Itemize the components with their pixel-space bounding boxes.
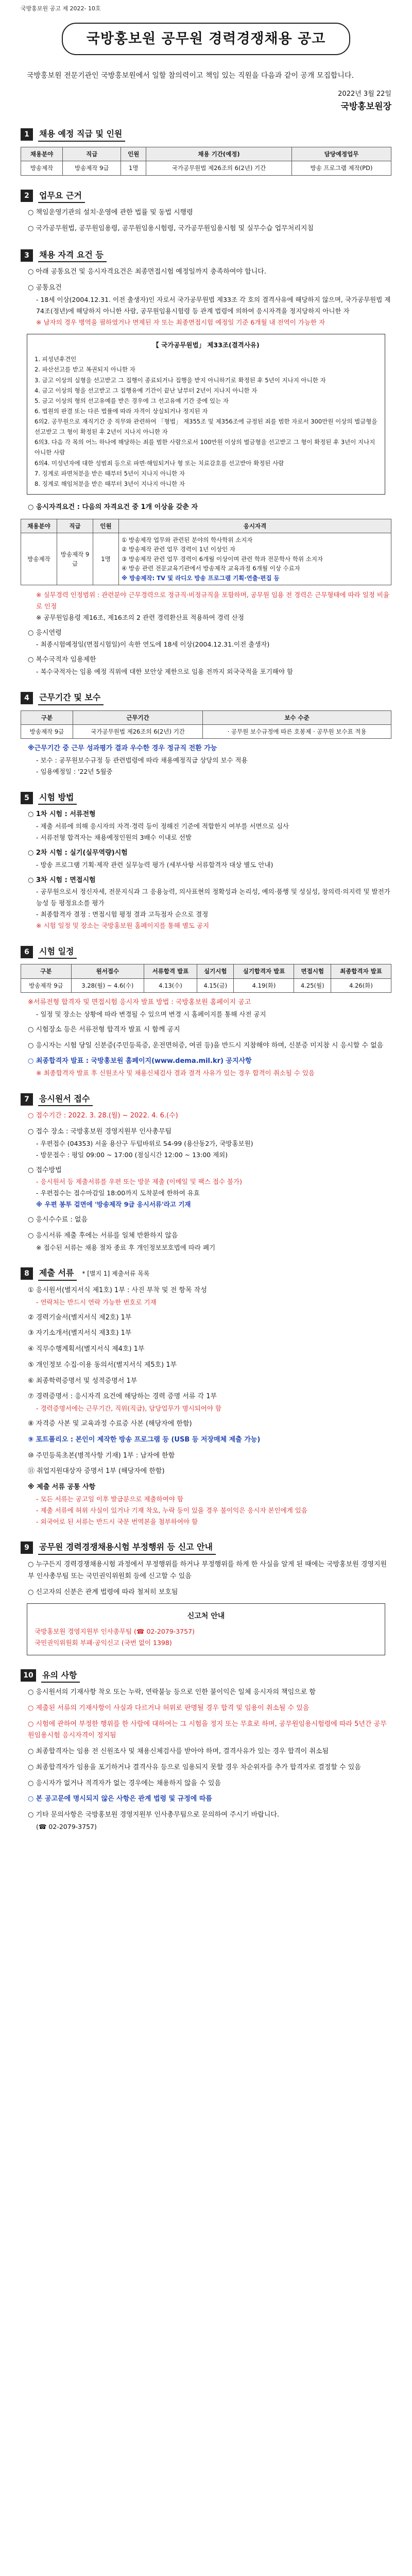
section-title: 시험 일정 (38, 945, 77, 959)
table-header: 실기합격자 발표 (234, 964, 294, 978)
list-item: - 최종합격자 결정 : 면접시험 평정 결과 고득점자 순으로 결정 (36, 910, 209, 919)
list-item: ○ 최종합격자 발표 : 국방홍보원 홈페이지(www.dema.mil.kr) 공지사항 (28, 1057, 252, 1065)
table-row (21, 978, 391, 992)
list-item: ⑨ 포트폴리오 : 본인이 제작한 방송 프로그램 등 (USB 등 저장매체 제출 가능) (28, 1435, 261, 1444)
section-number: 7 (21, 1093, 33, 1106)
list-item: - 모든 서류는 공고일 이후 발급분으로 제출하여야 함 (36, 1495, 183, 1503)
section-4-header (21, 691, 391, 705)
section-10-header (21, 1669, 391, 1683)
list-item: - 우편접수 (04353) 서울 용산구 두텁바위로 54-99 (용산동2가, 국방홍보원) (36, 1139, 253, 1147)
table-cell: 방송제작 9급 (21, 724, 73, 738)
section-title: 채용 예정 직급 및 인원 (38, 127, 125, 142)
section-number: 1 (21, 128, 33, 141)
table-header: 인원 (121, 147, 146, 161)
list-item: ○ 응시자격요건 : 다음의 자격요건 중 1개 이상을 갖춘 자 (28, 503, 198, 511)
section-7-header (21, 1092, 391, 1107)
list-item: - 서류전형 합격자는 채용예정인원의 3배수 이내로 선발 (36, 834, 192, 842)
table-cell: 방송 프로그램 제작(PD) (292, 161, 391, 175)
section-title: 시험 방법 (38, 791, 77, 805)
list-item: - 최종시험예정일(면접시험일)이 속한 연도에 18세 이상(2004.12.31.이전 출생자) (36, 640, 270, 649)
section-number: 9 (21, 1541, 33, 1554)
table-row (21, 724, 391, 738)
list-item: - 임용예정일 : '22년 5월중 (36, 767, 113, 775)
list-item: ○ 2차 시험 : 실기(실무역량)시험 (28, 849, 128, 857)
list-item: ○ 1차 시험 : 서류전형 (28, 810, 96, 819)
list-item: - 복수국적자는 임용 예정 직위에 대한 보안상 제한으로 임용 전까지 외국국적을 포기해야 함 (36, 668, 293, 676)
list-item: - 방문접수 : 평일 09:00 ~ 17:00 (점심시간 12:00 ~ 13:00 제외) (36, 1150, 228, 1159)
list-item: ○ 본 공고문에 명시되지 않은 사항은 관계 법령 및 규정에 따름 (28, 1795, 212, 1803)
list-item: ※ 실무경력 인정범위 : 관련분야 근무경력으로 정규직·비정규직을 포함하며, 공무원 임용 전 경력은 근무형태에 따라 일정 비율로 인정 (36, 591, 389, 610)
list-item: ○ 3차 시험 : 면접시험 (28, 876, 96, 884)
section-6-header (21, 945, 391, 959)
section-title: 유의 사항 (41, 1669, 80, 1683)
recruit-table (21, 147, 391, 176)
table-cell: 방송제작 (21, 161, 63, 175)
section-number: 4 (21, 692, 33, 704)
table-header: 인원 (93, 519, 119, 533)
table-row (21, 161, 391, 175)
list-item: ※ 접수된 서류는 채용 절차 종료 후 개인정보보호법에 따라 폐기 (36, 1243, 216, 1251)
table-header: 보수 수준 (203, 710, 391, 724)
table-cell: 방송제작 (21, 533, 57, 585)
section-number: 5 (21, 792, 33, 804)
list-item: ○ 공통요건 (28, 284, 62, 292)
table-cell: 방송제작 9급 (21, 978, 72, 992)
notice-number: 국방홍보원 공고 제 2022- 10호 (21, 5, 101, 12)
section-title: 응시원서 접수 (38, 1092, 93, 1107)
table-cell: 국가공무원법 제26조의 6(2년) 기간 (73, 724, 203, 738)
list-item: ○ 응시서류 제출 후에는 서류를 일체 반환하지 않음 (28, 1231, 178, 1240)
schedule-table (21, 964, 391, 993)
box-line: 6의2. 공무원으로 재직기간 중 직무와 관련하여 「형법」 제355조 및 제356조에 규정된 죄를 범한 자로서 300만원 이상의 벌금형을 선고받고 그 형이 확정된 후 2년이 지나지 아니한 자 (35, 418, 377, 436)
list-item: ○ 응시자는 시험 당일 신분증(주민등록증, 운전면허증, 여권 등)을 반드시 지참해야 하며, 신분증 미지참 시 응시할 수 없음 (28, 1041, 384, 1049)
section-title: 제출 서류 (38, 1266, 77, 1281)
list-item: ○ 국가공무원법, 공무원임용령, 공무원임용시험령, 국가공무원임용시험 및 실무수습 업무처리지침 (28, 224, 314, 232)
table-cell: 방송제작 9급 (63, 161, 121, 175)
table-header: 실기시험 (197, 964, 234, 978)
intro-text: 국방홍보원 전문기관인 국방홍보원에서 일할 참의력이고 책임 있는 직원을 다음과 같이 공개 모집합니다. (27, 71, 354, 80)
box-line: 4. 금고 이상의 형을 선고받고 그 집행유예 기간이 끝난 날부터 2년이 지나지 아니한 자 (35, 386, 258, 394)
list-item: - 일정 및 장소는 상황에 따라 변경될 수 있으며 변경 시 홈페이지를 통해 사전 공지 (36, 1010, 266, 1018)
section-number: 10 (21, 1669, 36, 1682)
list-item: ○ 신고자의 신분은 관계 법령에 따라 철저히 보호됨 (28, 1588, 178, 1596)
page-title: 국방홍보원 공무원 경력경쟁채용 공고 (62, 23, 350, 55)
table-header: 서류합격 발표 (144, 964, 197, 978)
contact-phone: (☎ 02-2079-3757) (36, 1822, 97, 1831)
table-header: 원서접수 (71, 964, 144, 978)
list-item: ① 응시원서(별지서식 제1호) 1부 : 사진 부착 및 전 항목 작성 (28, 1286, 207, 1295)
list-item: ※서류전형 합격자 및 면접시험 응시자 발표 방법 : 국방홍보원 홈페이지 공고 (28, 998, 251, 1007)
list-item: ※ 최종합격자 발표 후 신원조사 및 채용신체검사 결과 결격 사유가 있는 경우 합격이 취소될 수 있음 (36, 1069, 315, 1077)
list-item: ○ 시험에 관하여 부정한 행위를 한 사람에 대하여는 그 시험을 정지 또는 무효로 하며, 공무원임용시험령에 따라 5년간 공무원임용시험 응시자격이 정지됨 (28, 1720, 387, 1740)
box-line: 2. 파산선고를 받고 복권되지 아니한 자 (35, 366, 135, 374)
issuer-name: 국방홍보원장 (340, 101, 391, 112)
list-item: - 우편접수는 접수마감일 18:00까지 도착분에 한하여 유효 (36, 1189, 200, 1197)
list-item: - 보수 : 공무원보수규정 등 관련법령에 따라 채용예정직급 상당의 보수 적용 (36, 756, 248, 765)
qual-line: ② 방송제작 관련 업무 경력이 1년 이상인 자 (122, 546, 235, 553)
list-item: ○ 아래 공통요건 및 응시자격요건은 최종면접시험 예정일까지 충족하여야 합니다. (28, 268, 266, 276)
list-item: ○ 응시원서의 기재사항 착오 또는 누락, 연락불능 등으로 인한 불이익은 일체 응시자의 책임으로 함 (28, 1688, 316, 1697)
section-title: 채용 자격 요건 등 (38, 248, 107, 263)
table-header: 근무기간 (73, 710, 203, 724)
list-item: - 공무원으로서 정신자세, 전문지식과 그 응용능력, 의사표현의 정확성과 논리성, 예의·품행 및 성실성, 창의력·의지력 및 발전가능성 등 평정요소를 평가 (36, 888, 390, 907)
box-line: 1. 피성년후견인 (35, 355, 77, 363)
section-note: * [별지 1] 제출서류 목록 (82, 1269, 150, 1277)
table-cell: 4.15(금) (197, 978, 234, 992)
section-3-header (21, 248, 391, 263)
table-header: 채용분야 (21, 519, 57, 533)
table-cell: 4.13(수) (144, 978, 197, 992)
salary-table (21, 710, 391, 739)
section-number: 6 (21, 946, 33, 958)
section-number: 2 (21, 190, 33, 202)
list-item: ⑪ 취업지원대상자 증명서 1부 (해당자에 한함) (28, 1467, 165, 1476)
list-item: ○ 응시연령 (28, 629, 62, 637)
table-cell: 1명 (93, 533, 119, 585)
list-item: ○ 기타 문의사항은 국방홍보원 경영지원부 인사총무팀으로 문의하여 주시기 바랍니다. (28, 1811, 280, 1819)
section-8-header (21, 1266, 391, 1281)
section-1-header (21, 127, 391, 142)
box-line: 5. 금고 이상의 형의 선고유예를 받은 경우에 그 선고유예 기간 중에 있는 자 (35, 397, 229, 404)
table-cell: 4.19(화) (234, 978, 294, 992)
list-item: ⑤ 개인정보 수집·이용 동의서(별지서식 제5호) 1부 (28, 1361, 177, 1369)
military-note: ※ 남자의 경우 병역을 필하였거나 면제된 자 또는 최종면접시험 예정일 기준 6개월 내 전역이 가능한 자 (36, 318, 325, 326)
section-title: 근무기간 및 보수 (38, 691, 104, 705)
list-item: ※ 공무원임용령 제16조, 제16조의 2 관련 경력환산표 적용하여 경력 산정 (36, 613, 244, 621)
disqualification-box (27, 334, 385, 495)
table-cell: 4.25(월) (294, 978, 331, 992)
list-item: ※ 제출 서류 공통 사항 (28, 1483, 96, 1492)
box-title: 신고처 안내 (187, 1612, 225, 1621)
list-item: - 경력증명서에는 근무기간, 직위(직급), 담당업무가 명시되어야 함 (36, 1404, 222, 1413)
qual-line: ※ 방송제작: TV 및 라디오 방송 프로그램 기획·연출·편집 등 (122, 574, 280, 582)
box-line: 6. 법원의 판결 또는 다른 법률에 따라 자격이 상실되거나 정지된 자 (35, 407, 208, 415)
list-item: - 연락처는 반드시 연락 가능한 번호로 기재 (36, 1298, 157, 1306)
table-cell: 3.28(월) ~ 4.6(수) (71, 978, 144, 992)
list-item: ○ 누구든지 경력경쟁채용시험 과정에서 부정행위를 하거나 부정행위를 하게 한 사실을 알게 된 때에는 국방홍보원 경영지원부 인사총무팀 또는 국민권익위원회 등에 신고할 수 있음 (28, 1561, 387, 1580)
list-item: ○ 시험장소 등은 서류전형 합격자 발표 시 함께 공지 (28, 1025, 180, 1033)
list-item: ⑩ 주민등록초본(병적사항 기재) 1부 : 남자에 한함 (28, 1451, 175, 1460)
list-item: - 응시원서 등 제출서류를 우편 또는 방문 제출 (이메일 및 팩스 접수 불가) (36, 1178, 243, 1186)
list-item: ○ 접수기간 : 2022. 3. 28.(월) ~ 2022. 4. 6.(수) (28, 1112, 178, 1120)
list-item: - 18세 이상(2004.12.31. 이전 출생자)인 자로서 국가공무원법 제33조 각 호의 결격사유에 해당하지 않으며, 국가공무원법 제74조(정년)에 해당하지 아니한 사람, 공무원임용시험령 등 관계 법령에 의하여 응시자격을 정지당하지 아니한 자 (36, 295, 391, 315)
list-item: ③ 자기소개서(별지서식 제3호) 1부 (28, 1329, 132, 1337)
list-item: - 외국어로 된 서류는 반드시 국문 번역본을 첨부하여야 함 (36, 1517, 198, 1526)
list-item: ○ 책임운영기관의 설치·운영에 관한 법률 및 동법 시행령 (28, 209, 193, 217)
qual-line: ④ 방송 관련 전문교육기관에서 방송제작 교육과정 6개월 이상 수료자 (122, 565, 300, 572)
section-5-header (21, 791, 391, 805)
table-header: 구분 (21, 710, 73, 724)
box-line: 8. 징계로 해임처분을 받은 때부터 3년이 지나지 아니한 자 (35, 480, 185, 487)
section-2-header (21, 189, 391, 204)
section-title: 업무요 근거 (38, 189, 85, 204)
list-item: ○ 최종합격자가 임용을 포기하거나 결격사유 등으로 임용되지 못할 경우 차순위자를 추가 합격자로 결정할 수 있음 (28, 1763, 361, 1771)
box-line: 6의4. 미성년자에 대한 성범죄 등으로 파면·해임되거나 형 또는 치료감호를 선고받아 확정된 사람 (35, 459, 284, 467)
box-line: 6의3. 다음 각 목의 어느 하나에 해당하는 죄를 범한 사람으로서 100만원 이상의 벌금형을 선고받고 그 형이 확정된 후 3년이 지나지 아니한 사람 (35, 438, 375, 456)
list-item: ※ 우편 봉투 겉면에 '방송제작 9급 응시서류'라고 기재 (36, 1200, 191, 1209)
list-item: ④ 직무수행계획서(별지서식 제4호) 1부 (28, 1345, 145, 1353)
table-cell: 방송제작 9급 (57, 533, 93, 585)
list-item: ⑥ 최종학력증명서 및 성적증명서 1부 (28, 1377, 138, 1385)
list-item: ※ 시험 일정 및 장소는 국방홍보원 홈페이지를 통해 별도 공지 (36, 921, 210, 929)
table-cell: 4.26(화) (331, 978, 391, 992)
list-item: - 방송 프로그램 기획·제작 관련 실무능력 평가 (세부사항 서류합격자 대상 별도 안내) (36, 860, 273, 869)
list-item: ○ 응시수수료 : 없음 (28, 1216, 88, 1224)
table-header: 직급 (63, 147, 121, 161)
list-item: - 제출 서류에 의해 응시자의 자격·경력 등이 정해진 기준에 적합한지 여부를 서면으로 심사 (36, 822, 289, 831)
table-header: 채용분야 (21, 147, 63, 161)
section-title: 공무원 경력경쟁채용시험 부정행위 등 신고 안내 (38, 1540, 216, 1555)
section-number: 3 (21, 249, 33, 262)
list-item: ○ 최종합격자는 임용 전 신원조사 및 채용신체검사를 받아야 하며, 결격사유가 있는 경우 합격이 취소됨 (28, 1748, 329, 1756)
list-item: ※근무기간 중 근무 성과평가 결과 우수한 경우 정규직 전환 가능 (28, 744, 217, 753)
qualification-table (21, 519, 391, 585)
list-item: ○ 응시자가 없거나 적격자가 없는 경우에는 채용하지 않을 수 있음 (28, 1779, 221, 1787)
list-item: ○ 제출된 서류의 기재사항이 사실과 다르거나 허위로 판명될 경우 합격 및 임용이 취소될 수 있음 (28, 1704, 310, 1712)
section-9-header (21, 1540, 391, 1555)
list-item: ⑧ 자격증 사본 및 교육과정 수료증 사본 (해당자에 한함) (28, 1420, 192, 1428)
list-item: ○ 접수방법 (28, 1166, 62, 1174)
table-header: 면접시험 (294, 964, 331, 978)
box-line: 3. 금고 이상의 실형을 선고받고 그 집행이 종료되거나 집행을 받지 아니하기로 확정된 후 5년이 지나지 아니한 자 (35, 376, 326, 384)
list-item: ○ 접수 장소 : 국방홍보원 경영지원부 인사총무팀 (28, 1128, 172, 1136)
table-cell (119, 533, 391, 585)
table-header: 최종합격자 발표 (331, 964, 391, 978)
list-item: ⑦ 경력증명서 : 응시자격 요건에 해당하는 경력 증명 서류 각 1부 (28, 1393, 217, 1401)
table-header: 응시자격 (119, 519, 391, 533)
list-item: ② 경력기술서(별지서식 제2호) 1부 (28, 1313, 132, 1321)
table-row (21, 533, 391, 585)
table-header: 구분 (21, 964, 72, 978)
box-line: 국방홍보원 경영지원부 인사총무팀 (☎ 02-2079-3757) (35, 1627, 195, 1635)
table-cell: 1명 (121, 161, 146, 175)
table-header: 담당예정업무 (292, 147, 391, 161)
table-header: 채용 기간(예정) (146, 147, 292, 161)
list-item: - 제출 서류에 허위 사실이 있거나 기재 착오, 누락 등이 있을 경우 불이익은 응시자 본인에게 있음 (36, 1506, 307, 1514)
box-line: 7. 징계로 파면처분을 받은 때부터 5년이 지나지 아니한 자 (35, 469, 185, 477)
report-contact-box (27, 1603, 385, 1655)
notice-date: 2022년 3월 22일 (338, 90, 391, 98)
table-cell: · 공무원 보수규정에 따른 호봉제 · 공무원 보수표 적용 (203, 724, 391, 738)
qual-line: ① 방송제작 업무와 관련된 분야의 학사학위 소지자 (122, 536, 253, 544)
table-cell: 국가공무원법 제26조의 6(2년) 기간 (146, 161, 292, 175)
list-item: ○ 복수국적자 임용제한 (28, 656, 96, 664)
qual-line: ③ 방송제작 관련 업무 경력이 6개월 이상이며 관련 학과 전문학사 학위 소지자 (122, 555, 323, 563)
table-header: 직급 (57, 519, 93, 533)
box-title: 【 국가공무원법」 제33조(결격사유) (152, 341, 260, 349)
box-line: 국민권익위원회 부패·공익신고 (국번 없이 1398) (35, 1638, 172, 1647)
section-number: 8 (21, 1267, 33, 1280)
